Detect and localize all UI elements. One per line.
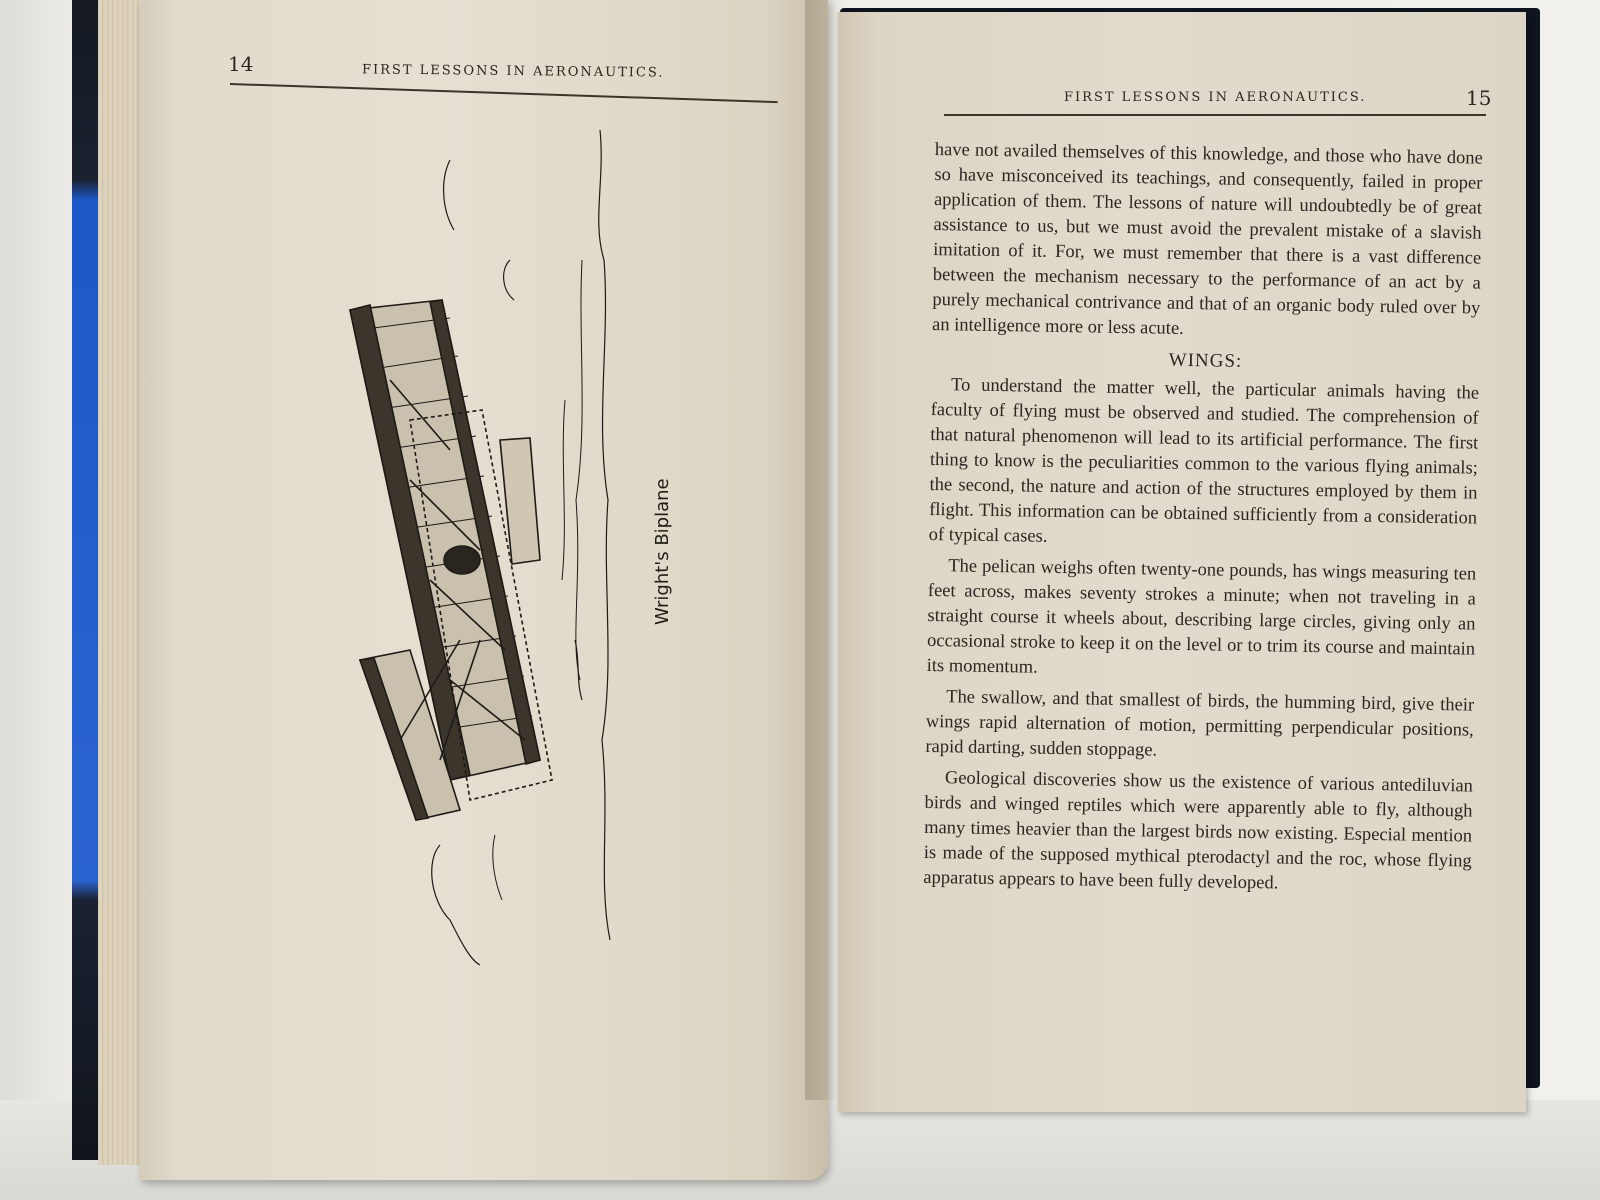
page-stack	[98, 0, 142, 1165]
illustration-caption: Wright's Biplane	[652, 478, 673, 625]
paragraph: The swallow, and that smallest of birds, the humming bird, give their wings rapid alternation of motion, permitting perpendicular positions, rapid darting, sudden stoppage.	[925, 687, 1475, 761]
section-title: WINGS:	[1168, 349, 1243, 372]
right-running-head: FIRST LESSONS IN AERONAUTICS.	[1064, 90, 1367, 105]
left-page-number: 14	[228, 52, 254, 76]
biplane-illustration-icon	[330, 120, 690, 1000]
paragraph: Geological discoveries show us the existence of various antediluvian birds and winged reptiles which were apparently able to fly, although many times heavier than the largest birds now existing. Especial mention is made of the supposed mythical pterodactyl and the roc, whose flying apparatus appears to have been fully developed.	[923, 768, 1474, 894]
left-running-head: FIRST LESSONS IN AERONAUTICS.	[361, 62, 665, 81]
paragraph: The pelican weighs often twenty-one pounds, has wings measuring ten feet across, makes seventy strokes a minute; when not traveling in a straight course it wheels about, describing large circles, giving only an occasional stroke to keep it on the level or to trim its course and maintain its momentum.	[926, 556, 1477, 678]
right-page-number: 15	[1466, 86, 1492, 110]
paragraph: To understand the matter well, the particular animals having the faculty of flying must be observed and studied. The comprehension of that natural phenomenon will lead to its artificial performance. The first thing to know is the peculiarities common to the various flying animals; the second, the nature and action of the structures employed by them in flight. This information can be obtained sufficiently from a consideration of typical cases.	[928, 375, 1480, 547]
paragraph: have not availed themselves of this knowledge, and those who have done so have misconceived its teachings, and consequently, failed in proper application of them. The lessons of nature will undoubtedly be of great assistance to us, but we must avoid the prevalent mistake of a slavish imitation of it. For, we must remember that there is a vast difference between the mechanism necessary to the performance of an act by a purely mechanical contrivance and that of an organic body ruled over by an intelligence more or less acute.	[931, 139, 1483, 339]
right-header-rule	[944, 114, 1486, 116]
page-body	[923, 138, 1483, 906]
